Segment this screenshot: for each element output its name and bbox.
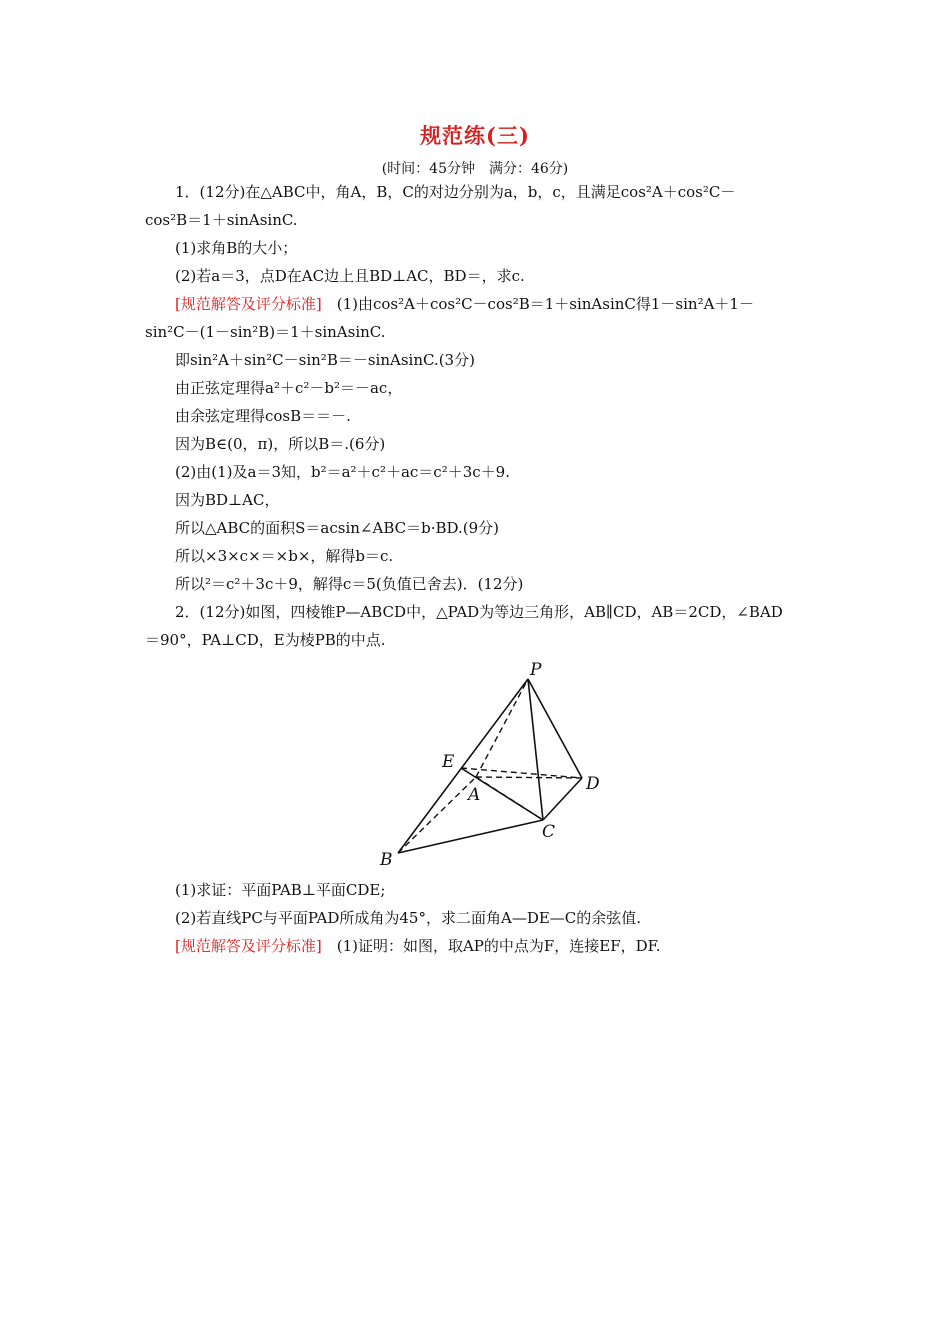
solution-line: 所以△ABC的面积S＝acsin∠ABC＝b·BD.(9分) [175,519,500,537]
solution-tag: [规范解答及评分标准] [175,937,322,955]
solution-text: (1)证明：如图，取AP的中点为F，连接EF，DF. [321,937,661,955]
problem2-question-2: (2)若直线PC与平面PAD所成角为45°，求二面角A—DE—C的余弦值. [175,909,642,927]
label-E: E [442,752,455,772]
solution-line: (2)由(1)及a＝3知，b²＝a²＋c²＋ac＝c²＋3c＋9. [175,463,510,481]
problem2-line-2: ＝90°，PA⊥CD，E为棱PB的中点. [145,631,386,649]
problem2-question-1: (1)求证：平面PAB⊥平面CDE; [175,881,386,899]
solution-line: 因为B∈(0，π)，所以B＝.(6分) [175,435,386,453]
problem1-line-2: cos²B＝1＋sinAsinC. [145,211,298,229]
problem2-solution-start [175,936,845,956]
solution-text: (1)由cos²A＋cos²C－cos²B＝1＋sinAsinC得1－sin²A＋1－ [321,295,754,313]
solution-tag: [规范解答及评分标准] [175,295,322,313]
label-A: A [468,785,481,805]
label-C: C [542,822,556,842]
solution-line: 因为BD⊥AC， [175,491,280,509]
pyramid-figure [360,655,620,875]
label-P: P [530,660,542,680]
solution-line: 由余弦定理得cosB＝＝－. [175,407,351,425]
problem2-line-1: 2．(12分)如图，四棱锥P—ABCD中，△PAD为等边三角形，AB∥CD，AB＝2CD，∠BAD [175,603,783,621]
label-D: D [586,774,600,794]
problem1-question-1: (1)求角B的大小； [175,239,298,257]
solution-line: 即sin²A＋sin²C－sin²B＝－sinAsinC.(3分) [175,351,475,369]
solution-line: 所以×3×c×＝×b×，解得b＝c. [175,547,394,565]
page-title: 规范练(三) [420,123,530,148]
solution-line: 由正弦定理得a²＋c²－b²＝－ac， [175,379,403,397]
problem1-question-2: (2)若a＝3，点D在AC边上且BD⊥AC，BD＝，求c. [175,267,525,285]
problem1-line-1: 1．(12分)在△ABC中，角A，B，C的对边分别为a，b，c，且满足cos²A＋cos²C－ [175,183,736,201]
label-B: B [380,850,393,870]
solution-line: sin²C－(1－sin²B)＝1＋sinAsinC. [145,323,386,341]
solution-line: 所以²＝c²＋3c＋9，解得c＝5(负值已舍去)．(12分) [175,575,524,593]
exam-info: (时间：45分钟 满分：46分) [381,161,569,177]
problem1-solution-start [175,294,845,314]
